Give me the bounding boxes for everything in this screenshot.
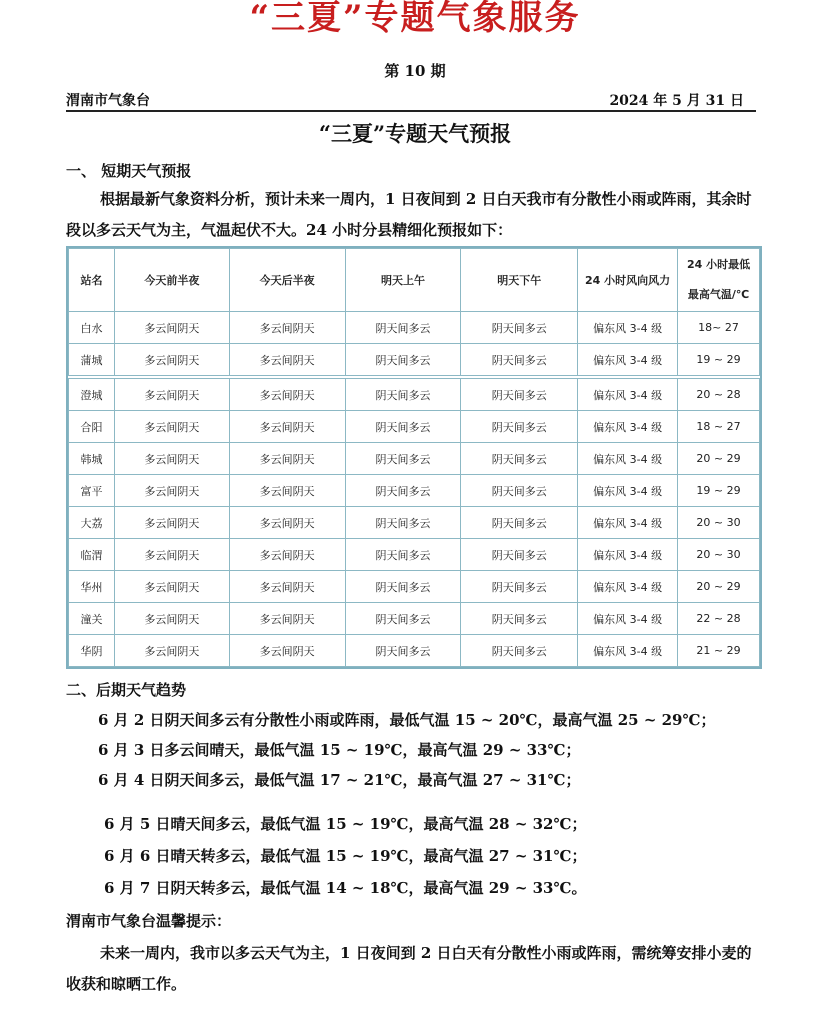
publisher-name: 渭南市气象台 [66, 93, 150, 109]
table-row [69, 635, 760, 667]
station-cell: 澄城 [69, 377, 115, 411]
station-cell: 合阳 [69, 411, 115, 443]
tomorrow-morning-cell: 阴天间多云 [345, 603, 461, 635]
tonight-first-half-cell: 多云间阴天 [114, 344, 229, 378]
table-row [69, 443, 760, 475]
tonight-first-half-cell: 多云间阴天 [114, 539, 229, 571]
header-wind: 24 小时风向风力 [578, 249, 678, 312]
wind-cell: 偏东风 3-4 级 [578, 411, 678, 443]
wind-cell: 偏东风 3-4 级 [578, 377, 678, 411]
temperature-cell: 22 ~ 28 [678, 603, 760, 635]
tips-heading: 渭南市气象台温馨提示： [66, 912, 232, 930]
temperature-cell: 20 ~ 29 [678, 443, 760, 475]
wind-cell: 偏东风 3-4 级 [578, 312, 678, 344]
temperature-cell: 18~ 27 [678, 312, 760, 344]
temperature-cell: 20 ~ 29 [678, 571, 760, 603]
wind-cell: 偏东风 3-4 级 [578, 443, 678, 475]
wind-cell: 偏东风 3-4 级 [578, 475, 678, 507]
temperature-cell: 18 ~ 27 [678, 411, 760, 443]
station-cell: 华阴 [69, 635, 115, 667]
table-header-row [69, 249, 760, 312]
table-row [69, 411, 760, 443]
trend-line: 6 月 3 日多云间晴天，最低气温 15 ~ 19℃，最高气温 29 ~ 33℃； [98, 741, 581, 759]
tomorrow-afternoon-cell: 阴天间多云 [461, 344, 578, 378]
wind-cell: 偏东风 3-4 级 [578, 635, 678, 667]
tonight-first-half-cell: 多云间阴天 [114, 377, 229, 411]
tonight-first-half-cell: 多云间阴天 [114, 475, 229, 507]
tomorrow-afternoon-cell: 阴天间多云 [461, 377, 578, 411]
table-row [69, 312, 760, 344]
tomorrow-morning-cell: 阴天间多云 [345, 475, 461, 507]
tonight-second-half-cell: 多云间阴天 [229, 443, 345, 475]
tonight-second-half-cell: 多云间阴天 [229, 312, 345, 344]
trend-line: 6 月 5 日晴天间多云，最低气温 15 ~ 19℃，最高气温 28 ~ 32℃； [104, 815, 587, 833]
wind-cell: 偏东风 3-4 级 [578, 344, 678, 378]
tomorrow-afternoon-cell: 阴天间多云 [461, 571, 578, 603]
tomorrow-afternoon-cell: 阴天间多云 [461, 443, 578, 475]
header-temperature: 24 小时最低 最高气温/℃ [678, 249, 760, 312]
tomorrow-morning-cell: 阴天间多云 [345, 312, 461, 344]
section-2-heading: 二、后期天气趋势 [66, 681, 187, 699]
tonight-second-half-cell: 多云间阴天 [229, 603, 345, 635]
publish-date: 2024 年 5 月 31 日 [609, 93, 744, 109]
header-station: 站名 [69, 249, 115, 312]
tonight-second-half-cell: 多云间阴天 [229, 377, 345, 411]
header-tonight-first-half: 今天前半夜 [114, 249, 229, 312]
tomorrow-afternoon-cell: 阴天间多云 [461, 507, 578, 539]
tomorrow-morning-cell: 阴天间多云 [345, 344, 461, 378]
tips-paragraph [66, 938, 766, 1000]
station-cell: 临渭 [69, 539, 115, 571]
station-cell: 蒲城 [69, 344, 115, 378]
header-tonight-second-half: 今天后半夜 [229, 249, 345, 312]
tonight-second-half-cell: 多云间阴天 [229, 411, 345, 443]
wind-cell: 偏东风 3-4 级 [578, 507, 678, 539]
station-cell: 白水 [69, 312, 115, 344]
header-tomorrow-afternoon: 明天下午 [461, 249, 578, 312]
section-1-paragraph [66, 184, 766, 246]
wind-cell: 偏东风 3-4 级 [578, 571, 678, 603]
trend-line: 6 月 6 日晴天转多云，最低气温 15 ~ 19℃，最高气温 27 ~ 31℃； [104, 847, 587, 865]
table-row [69, 475, 760, 507]
station-cell: 富平 [69, 475, 115, 507]
table-row [69, 571, 760, 603]
document-title: “三夏”专题天气预报 [318, 121, 512, 146]
tonight-first-half-cell: 多云间阴天 [114, 571, 229, 603]
table-row [69, 377, 760, 411]
forecast-table [68, 248, 760, 667]
header-tomorrow-morning: 明天上午 [345, 249, 461, 312]
wind-cell: 偏东风 3-4 级 [578, 539, 678, 571]
table-row [69, 603, 760, 635]
tomorrow-morning-cell: 阴天间多云 [345, 377, 461, 411]
tonight-first-half-cell: 多云间阴天 [114, 312, 229, 344]
masthead-title: “三夏”专题气象服务 [249, 0, 581, 38]
table-row [69, 507, 760, 539]
temperature-cell: 19 ~ 29 [678, 344, 760, 378]
tomorrow-afternoon-cell: 阴天间多云 [461, 539, 578, 571]
trend-line: 6 月 7 日阴天转多云，最低气温 14 ~ 18℃，最高气温 29 ~ 33℃。 [104, 879, 587, 897]
temperature-cell: 20 ~ 28 [678, 377, 760, 411]
station-cell: 大荔 [69, 507, 115, 539]
tomorrow-morning-cell: 阴天间多云 [345, 539, 461, 571]
tomorrow-morning-cell: 阴天间多云 [345, 443, 461, 475]
temperature-cell: 21 ~ 29 [678, 635, 760, 667]
tonight-second-half-cell: 多云间阴天 [229, 475, 345, 507]
tomorrow-afternoon-cell: 阴天间多云 [461, 475, 578, 507]
temperature-cell: 19 ~ 29 [678, 475, 760, 507]
table-row [69, 539, 760, 571]
tonight-second-half-cell: 多云间阴天 [229, 344, 345, 378]
tonight-second-half-cell: 多云间阴天 [229, 635, 345, 667]
header-divider [66, 110, 756, 112]
temperature-cell: 20 ~ 30 [678, 507, 760, 539]
tips-text: 未来一周内，我市以多云天气为主，1 日夜间到 2 日白天有分散性小雨或阵雨，需统筹安排小麦的收获和晾晒工作。 [66, 944, 752, 993]
tonight-first-half-cell: 多云间阴天 [114, 635, 229, 667]
tomorrow-morning-cell: 阴天间多云 [345, 507, 461, 539]
station-cell: 韩城 [69, 443, 115, 475]
tomorrow-morning-cell: 阴天间多云 [345, 411, 461, 443]
issue-number: 第 10 期 [384, 62, 446, 80]
tonight-second-half-cell: 多云间阴天 [229, 507, 345, 539]
tomorrow-afternoon-cell: 阴天间多云 [461, 411, 578, 443]
section-1-heading: 一、 短期天气预报 [66, 162, 192, 180]
wind-cell: 偏东风 3-4 级 [578, 603, 678, 635]
tomorrow-afternoon-cell: 阴天间多云 [461, 312, 578, 344]
tonight-second-half-cell: 多云间阴天 [229, 571, 345, 603]
tonight-first-half-cell: 多云间阴天 [114, 411, 229, 443]
tomorrow-morning-cell: 阴天间多云 [345, 571, 461, 603]
tonight-second-half-cell: 多云间阴天 [229, 539, 345, 571]
tonight-first-half-cell: 多云间阴天 [114, 443, 229, 475]
tonight-first-half-cell: 多云间阴天 [114, 603, 229, 635]
tonight-first-half-cell: 多云间阴天 [114, 507, 229, 539]
table-row [69, 344, 760, 378]
trend-line: 6 月 4 日阴天间多云，最低气温 17 ~ 21℃，最高气温 27 ~ 31℃； [98, 771, 581, 789]
temperature-cell: 20 ~ 30 [678, 539, 760, 571]
tomorrow-afternoon-cell: 阴天间多云 [461, 635, 578, 667]
trend-line: 6 月 2 日阴天间多云有分散性小雨或阵雨，最低气温 15 ~ 20℃，最高气温 25 ~ 29℃； [98, 711, 716, 729]
tomorrow-morning-cell: 阴天间多云 [345, 635, 461, 667]
station-cell: 华州 [69, 571, 115, 603]
section-1-text: 根据最新气象资料分析，预计未来一周内，1 日夜间到 2 日白天我市有分散性小雨或阵雨，其余时段以多云天气为主，气温起伏不大。24 小时分县精细化预报如下： [66, 190, 752, 239]
tomorrow-afternoon-cell: 阴天间多云 [461, 603, 578, 635]
station-cell: 潼关 [69, 603, 115, 635]
